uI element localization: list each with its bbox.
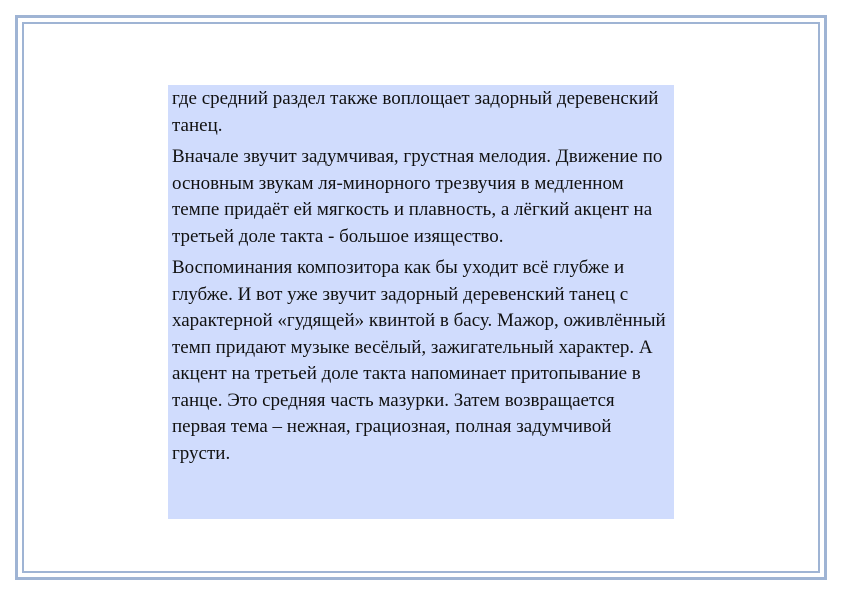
text-block [168, 85, 674, 519]
paragraph-1: где средний раздел также воплощает задорный деревенский танец. [172, 88, 659, 136]
paragraph-3: Воспоминания композитора как бы уходит всё глубже и глубже. И вот уже звучит задорный деревенский танец с характерной «гудящей» квинтой в басу. Мажор, оживлённый темп придают музыке весёлый, зажигательный характер. А акцент на третьей доле такта напоминает притопывание в танце. Это средняя часть мазурки. Затем возвращается первая тема – нежная, грациозная, полная задумчивой грусти. [172, 257, 666, 464]
paragraph-2: Вначале звучит задумчивая, грустная мелодия. Движение по основным звукам ля-минорного трезвучия в медленном темпе придаёт ей мягкость и плавность, а лёгкий акцент на третьей доле такта - большое изящество. [172, 146, 663, 247]
